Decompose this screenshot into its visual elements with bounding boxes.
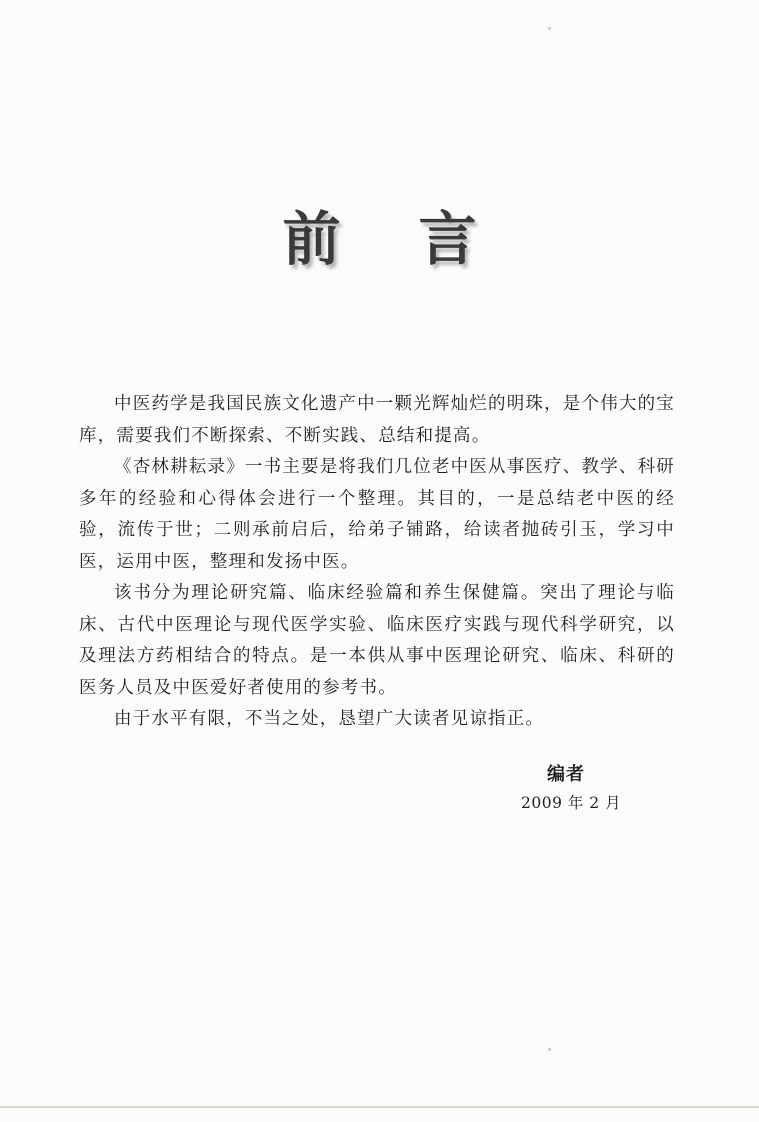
publication-date: 2009 年 2 月 — [521, 794, 622, 812]
page-title — [0, 192, 759, 276]
paragraph-2: 《杏林耕耘录》一书主要是将我们几位老中医从事医疗、教学、科研多年的经验和心得体会进行一个整理。其目的，一是总结老中医的经验，流传于世；二则承前启后，给弟子铺路，给读者抛砖引玉，学习中医，运用中医，整理和发扬中医。 — [79, 457, 675, 572]
author-signature: 编者 — [547, 764, 585, 785]
preface-body — [79, 389, 675, 736]
page-edge — [0, 1106, 759, 1108]
title-char-1: 前 — [282, 205, 341, 273]
scan-speck — [548, 1048, 551, 1051]
paragraph-3: 该书分为理论研究篇、临床经验篇和养生保健篇。突出了理论与临床、古代中医理论与现代医学实验、临床医疗实践与现代科学研究，以及理法方药相结合的特点。是一本供从事中医理论研究、临床、科研的医务人员及中医爱好者使用的参考书。 — [79, 583, 675, 698]
paragraph-1: 中医药学是我国民族文化遗产中一颗光辉灿烂的明珠，是个伟大的宝库，需要我们不断探索、不断实践、总结和提高。 — [79, 394, 675, 446]
paragraph-4: 由于水平有限，不当之处，恳望广大读者见谅指正。 — [114, 709, 545, 729]
title-char-2: 言 — [418, 205, 477, 273]
scan-speck — [548, 27, 551, 30]
